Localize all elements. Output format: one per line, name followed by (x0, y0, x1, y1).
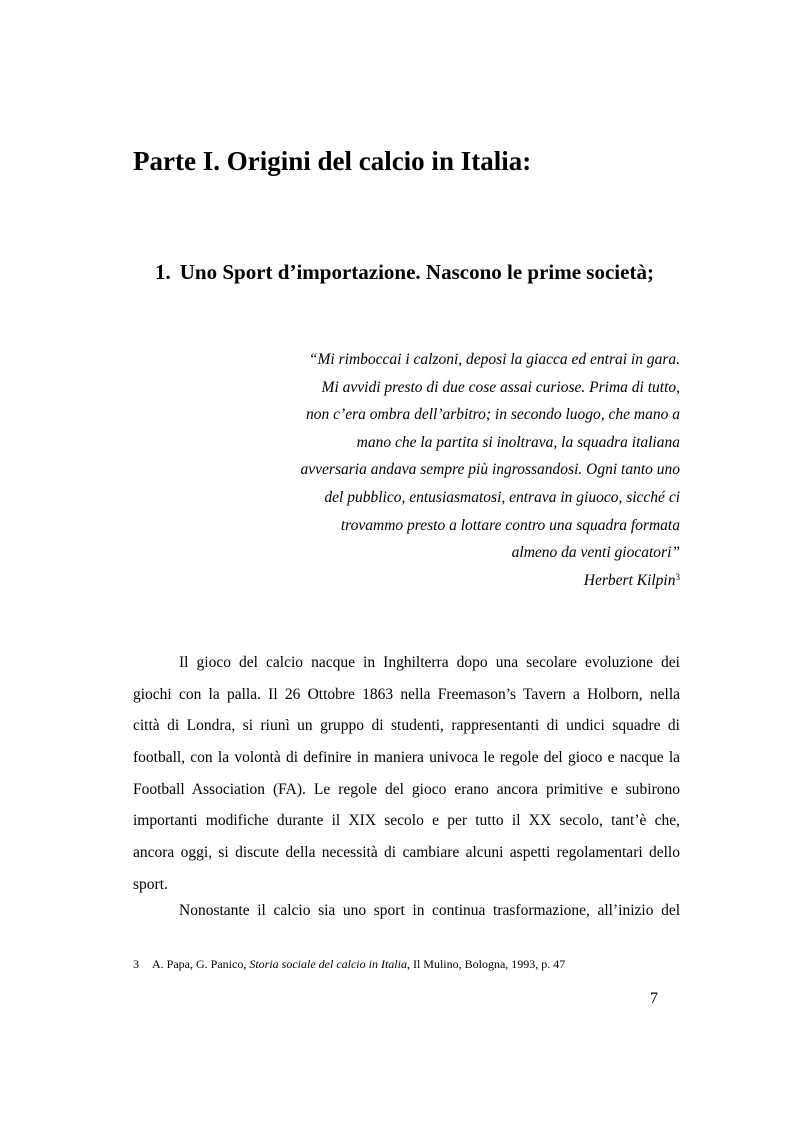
section-heading (155, 260, 654, 285)
footnote-authors: A. Papa, G. Panico, (152, 957, 250, 971)
epigraph-line: avversaria andava sempre più ingrossandosi. Ogni tanto uno (300, 461, 680, 479)
footnote-number: 3 (133, 957, 139, 971)
epigraph-author-name: Herbert Kilpin (583, 571, 676, 589)
body-paragraph (133, 647, 680, 901)
epigraph-author (250, 567, 680, 595)
paragraph-line: Il gioco del calcio nacque in Inghilterra dopo una secolare evoluzione dei (179, 654, 680, 671)
page-title: Parte I. Origini del calcio in Italia: (133, 146, 532, 176)
epigraph-line: del pubblico, entusiasmatosi, entrava in giuoco, sicché ci (324, 488, 680, 506)
epigraph-line: mano che la partita si inoltrava, la squadra italiana (356, 433, 680, 451)
paragraph-line: giochi con la palla. Il 26 Ottobre 1863 nella Freemason’s Tavern a Holborn, nella (133, 685, 680, 703)
footnote (133, 957, 565, 972)
section-title: Uno Sport d’importazione. Nascono le prime società; (179, 260, 654, 284)
epigraph-line: Mi avvidi presto di due cose assai curiose. Prima di tutto, (321, 378, 680, 396)
paragraph-line: Football Association (FA). Le regole del gioco erano ancora primitive e subirono (133, 780, 680, 798)
paragraph-line: football, con la volontà di definire in maniera univoca le regole del gioco e nacque la (133, 749, 680, 767)
epigraph-quote (250, 346, 680, 594)
paragraph-line: città di Londra, si riunì un gruppo di studenti, rappresentanti di undici squadre di (133, 717, 680, 735)
paragraph-line: Nonostante il calcio sia uno sport in continua trasformazione, all’inizio del (179, 902, 680, 919)
footnote-reference[interactable]: 3 (675, 571, 680, 582)
epigraph-line: non c’era ombra dell’arbitro; in secondo luogo, che mano a (306, 406, 680, 424)
paragraph-line: sport. (133, 875, 168, 893)
page-number: 7 (650, 990, 658, 1007)
epigraph-line: “Mi rimboccai i calzoni, deposi la giacca ed entrai in gara. (308, 351, 680, 368)
section-number: 1. (155, 260, 171, 284)
epigraph-line: almeno da venti giocatori” (511, 544, 680, 562)
paragraph-line: importanti modifiche durante il XIX secolo e per tutto il XX secolo, tant’è che, (133, 812, 680, 830)
paragraph-line: ancora oggi, si discute della necessità di cambiare alcuni aspetti regolamentari dello (133, 844, 680, 862)
body-paragraph (133, 895, 680, 927)
footnote-book-title: Storia sociale del calcio in Italia (249, 957, 407, 971)
epigraph-line: trovammo presto a lottare contro una squadra formata (340, 516, 680, 534)
footnote-publication: , Il Mulino, Bologna, 1993, p. 47 (406, 957, 566, 971)
